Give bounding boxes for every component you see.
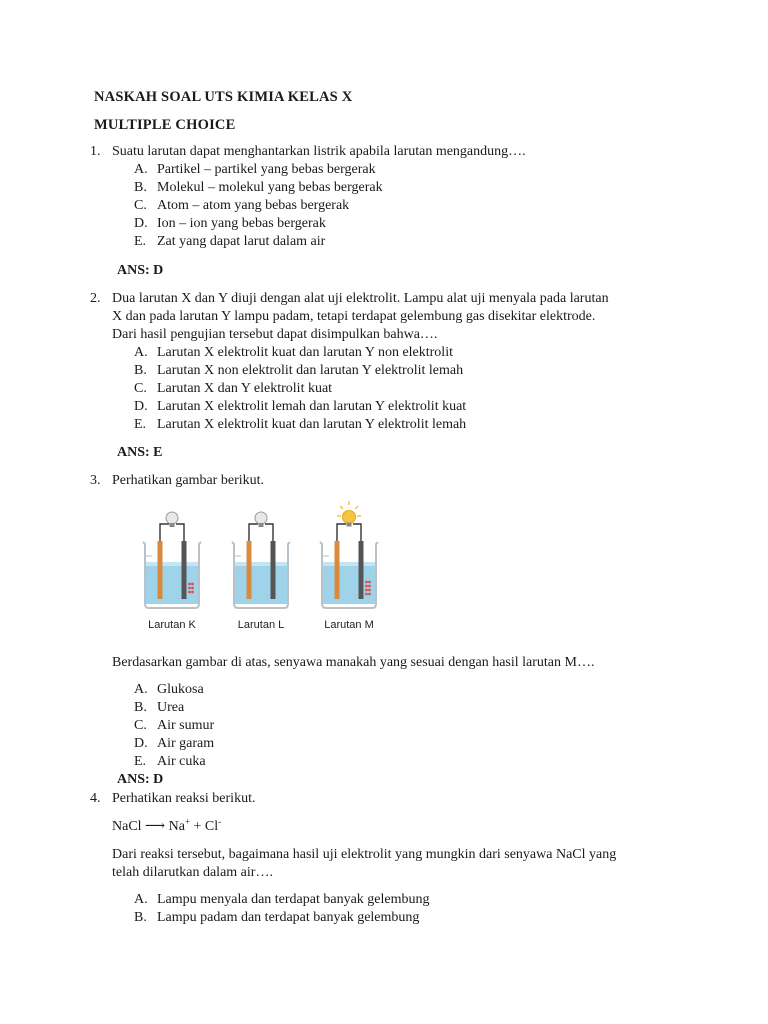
question-number: 4. (90, 791, 101, 806)
section-heading: MULTIPLE CHOICE (94, 117, 236, 133)
question-number: 3. (90, 473, 101, 488)
question-text: Suatu larutan dapat menghantarkan listrik apabila larutan mengandung…. (112, 144, 526, 159)
reaction-left: NaCl ⟶ Na (112, 819, 185, 834)
answer-key: ANS: D (117, 263, 164, 278)
reaction-mid: + Cl (190, 819, 219, 834)
option-text: Larutan X elektrolit kuat dan larutan Y non elektrolit (157, 345, 453, 360)
option-text: Molekul – molekul yang bebas bergerak (157, 180, 383, 195)
answer-key: ANS: E (117, 445, 163, 460)
question-text-line: Dua larutan X dan Y diuji dengan alat uji elektrolit. Lampu alat uji menyala pada larutan (112, 291, 609, 306)
option-text: Larutan X dan Y elektrolit kuat (157, 381, 333, 396)
option-letter: E. (134, 754, 147, 769)
bulb-off-icon (166, 512, 178, 527)
question-text: Perhatikan reaksi berikut. (112, 791, 256, 806)
reaction-charge-minus: - (218, 816, 222, 827)
question-text: Perhatikan gambar berikut. (112, 473, 265, 488)
option-text: Larutan X elektrolit kuat dan larutan Y elektrolit lemah (157, 417, 467, 432)
beaker-m (320, 501, 378, 608)
beaker-l (232, 512, 290, 608)
option-text: Glukosa (157, 682, 204, 697)
option-letter: A. (134, 682, 148, 697)
question-text-line: X dan pada larutan Y lampu padam, tetapi terdapat gelembung gas disekitar elektrode. (112, 309, 596, 324)
option-letter: C. (134, 718, 147, 733)
option-letter: D. (134, 399, 148, 414)
option-letter: B. (134, 700, 147, 715)
bulb-off-icon (255, 512, 267, 527)
option-text: Urea (157, 700, 185, 715)
question-number: 1. (90, 144, 101, 159)
answer-key: ANS: D (117, 772, 164, 787)
reaction-equation (112, 818, 221, 836)
figure-label-l: Larutan L (237, 619, 285, 631)
question-prompt-line: telah dilarutkan dalam air…. (112, 865, 273, 880)
option-text: Lampu menyala dan terdapat banyak gelembung (157, 892, 430, 907)
option-letter: D. (134, 216, 148, 231)
electrolyte-test-figure (130, 498, 382, 640)
option-text: Atom – atom yang bebas bergerak (157, 198, 350, 213)
option-text: Larutan X elektrolit lemah dan larutan Y elektrolit kuat (157, 399, 467, 414)
option-text: Air cuka (157, 754, 206, 769)
question-text-line: Dari hasil pengujian tersebut dapat disimpulkan bahwa…. (112, 327, 438, 342)
question-prompt: Berdasarkan gambar di atas, senyawa manakah yang sesuai dengan hasil larutan M…. (112, 655, 595, 670)
option-letter: D. (134, 736, 148, 751)
option-text: Ion – ion yang bebas bergerak (157, 216, 326, 231)
beaker-k (143, 512, 201, 608)
figure-label-m: Larutan M (324, 619, 374, 631)
option-letter: A. (134, 892, 148, 907)
option-text: Larutan X non elektrolit dan larutan Y elektrolit lemah (157, 363, 464, 378)
figure-label-k: Larutan K (148, 619, 196, 631)
bulb-on-icon (337, 501, 361, 527)
option-letter: C. (134, 381, 147, 396)
reaction-charge-plus: + (184, 816, 191, 827)
question-number: 2. (90, 291, 101, 306)
option-letter: A. (134, 162, 148, 177)
option-text: Partikel – partikel yang bebas bergerak (157, 162, 376, 177)
option-letter: E. (134, 234, 147, 249)
option-letter: B. (134, 363, 147, 378)
option-letter: E. (134, 417, 147, 432)
option-letter: A. (134, 345, 148, 360)
option-text: Zat yang dapat larut dalam air (157, 234, 326, 249)
option-letter: C. (134, 198, 147, 213)
option-text: Air sumur (157, 718, 215, 733)
document-title: NASKAH SOAL UTS KIMIA KELAS X (94, 89, 353, 105)
question-prompt-line: Dari reaksi tersebut, bagaimana hasil uji elektrolit yang mungkin dari senyawa NaCl yang (112, 847, 617, 862)
option-letter: B. (134, 910, 147, 925)
option-text: Air garam (157, 736, 215, 751)
option-text: Lampu padam dan terdapat banyak gelembung (157, 910, 420, 925)
option-letter: B. (134, 180, 147, 195)
